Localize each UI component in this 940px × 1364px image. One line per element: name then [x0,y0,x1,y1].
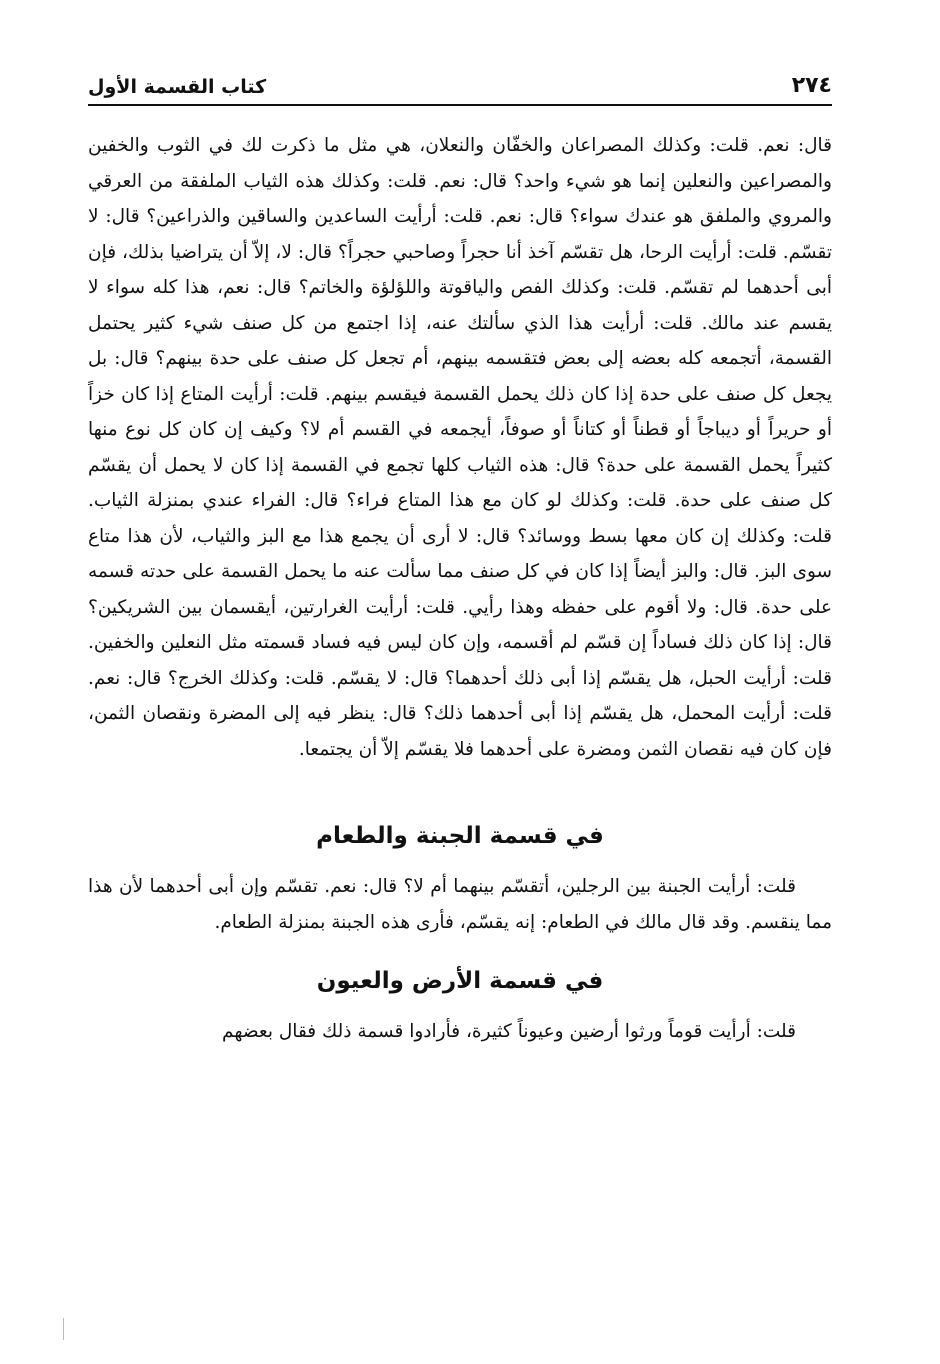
body-paragraph: قال: نعم. قلت: وكذلك المصراعان والخفّان والنعلان، هي مثل ما ذكرت لك في الثوب والخفين والمصراعين والنعلين إنما هو شيء واحد؟ قال: نعم. قلت: وكذلك هذه الثياب الملفقة من العرقي والمروي والملفق هو عندك سواء؟ قال: نعم. قلت: أرأيت الساعدين والساقين والذراعين؟ قال: لا تقسّم. قلت: أرأيت الرحا، هل تقسّم آخذ أنا حجراً وصاحبي حجراً؟ قال: لا، إلاّ أن يتراضيا بذلك، فإن أبى أحدهما لم تقسّم. قلت: وكذلك الفص والياقوتة واللؤلؤة والخاتم؟ قال: نعم، هذا كله سواء لا يقسم عند مالك. قلت: أرأيت هذا الذي سألتك عنه، إذا اجتمع من كل صنف شيء كثير يحتمل القسمة، أتجمعه كله بعضه إلى بعض فتقسمه بينهم، أم تجعل كل صنف على حدة بينهم؟ قال: بل يجعل كل صنف على حدة إذا كان ذلك يحمل القسمة فيقسم بينهم. قلت: أرأيت المتاع إذا كان خزاً أو حريراً أو ديباجاً أو قطناً أو كتاناً أو صوفاً، أيجمعه في القسم أم لا؟ وكيف إن كان كل نوع منها كثيراً يحمل القسمة على حدة؟ قال: هذه الثياب كلها تجمع في القسمة إذا كان لا يحمل أن يقسّم كل صنف على حدة. قلت: وكذلك لو كان مع هذا المتاع فراء؟ قال: الفراء عندي بمنزلة الثياب. قلت: وكذلك إن كان معها بسط ووسائد؟ قال: لا أرى أن يجمع هذا مع البز والثياب، لأن هذا متاع سوى البز. قال: والبز أيضاً إذا كان في كل صنف مما سألت عنه ما يحمل القسمة على حدته قسمه على حدة. قال: ولا أقوم على حفظه وهذا رأيي. قلت: أرأيت الغرارتين، أيقسمان بين الشريكين؟ قال: إذا كان ذلك فساداً إن قسّم لم أقسمه، وإن كان ليس فيه فساد قسمته مثل النعلين والخفين. قلت: أرأيت الحبل، هل يقسّم إذا أبى ذلك أحدهما؟ قال: لا يقسّم. قلت: وكذلك الخرج؟ قال: نعم. قلت: أرأيت المحمل، هل يقسّم إذا أبى أحدهما ذلك؟ قال: ينظر فيه إلى المضرة ونقصان الثمن، فإن كان فيه نقصان الثمن ومضرة على أحدهما فلا يقسّم إلاّ أن يجتمعا. [88,135,832,760]
section-heading: في قسمة الأرض والعيون [316,968,604,994]
page-number: ٢٧٤ [791,73,832,98]
section-heading: في قسمة الجبنة والطعام [316,823,604,849]
book-title: كتاب القسمة الأول [88,76,267,98]
body-paragraph: قلت: أرأيت الجبنة بين الرجلين، أتقسّم بينهما أم لا؟ قال: نعم. تقسّم وإن أبى أحدهما لأن هذا مما ينقسم. وقد قال مالك في الطعام: إنه يقسّم، فأرى هذه الجبنة بمنزلة الطعام. [88,876,832,933]
body-paragraph: قلت: أرأيت قوماً ورثوا أرضين وعيوناً كثيرة، فأرادوا قسمة ذلك فقال بعضهم [222,1021,796,1042]
book-page [88,66,832,1356]
scan-margin-mark [63,1318,64,1340]
running-header [88,66,832,106]
